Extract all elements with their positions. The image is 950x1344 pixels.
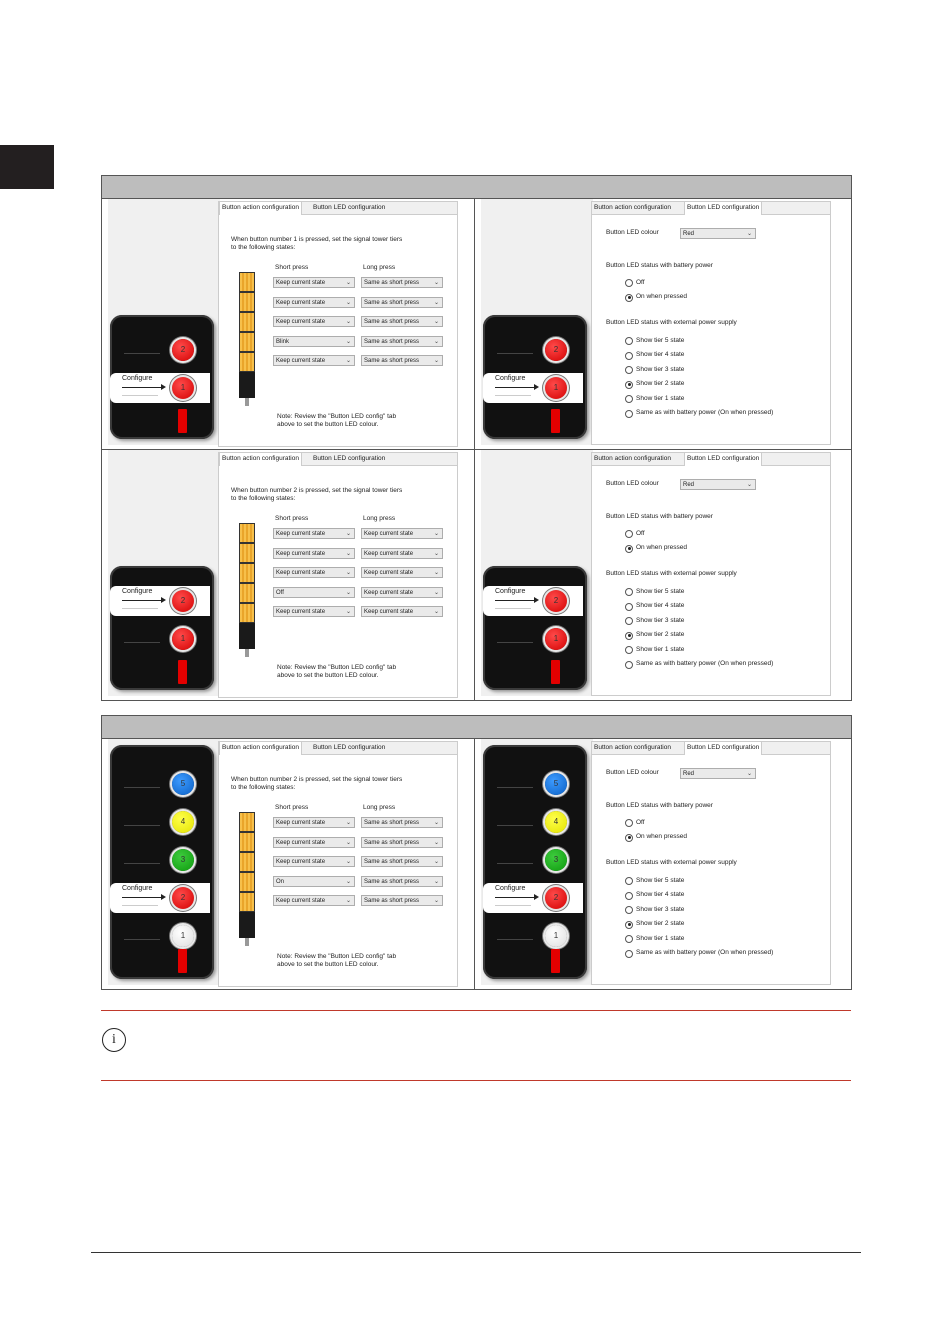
external-option-label: Show tier 3 state [636,905,685,913]
long-press-dropdown[interactable] [361,277,443,288]
dropdown-value: Keep current state [364,589,414,596]
led-button-3[interactable]: 3 [545,849,567,871]
tab-button-led-configuration[interactable]: Button LED configuration [313,744,386,751]
external-option-label: Show tier 1 state [636,394,685,402]
led-button-2[interactable]: 2 [172,887,194,909]
external-option-label: Show tier 1 state [636,934,685,942]
tab-button-action-configuration[interactable]: Button action configuration [219,201,302,215]
chevron-down-icon: ⌄ [345,898,351,904]
external-option-label: Show tier 5 state [636,336,685,344]
action-config-dialog [218,201,458,447]
dropdown-value: Same as short press [364,280,420,286]
led-button-1[interactable]: 1 [172,628,194,650]
tower-tier-5 [239,523,255,543]
tower-tier-2 [239,583,255,603]
external-radio[interactable] [625,877,633,885]
external-radio[interactable] [625,588,633,596]
config-table-five-button [101,715,852,990]
usb-connector [551,409,560,433]
short-press-dropdown[interactable] [273,316,355,327]
divider-line [497,642,533,643]
external-radio[interactable] [625,906,633,914]
dropdown-value: Keep current state [276,898,326,904]
configure-arrow [122,600,164,601]
long-press-dropdown[interactable] [361,316,443,327]
action-config-dialog [218,741,458,987]
dropdown-value: Same as short press [364,338,420,345]
external-option-label: Show tier 2 state [636,920,685,927]
chevron-down-icon: ⌄ [433,589,439,596]
tower-tier-4 [239,292,255,312]
configure-label: Configure [122,375,153,382]
external-option-label: Show tier 4 state [636,891,685,898]
usb-connector [551,660,560,684]
external-option-label: Show tier 1 state [636,645,685,653]
table-row [102,199,851,450]
external-radio[interactable] [625,352,633,360]
dropdown-value: Keep current state [276,358,326,364]
tab-button-led-configuration[interactable]: Button LED configuration [684,452,762,466]
configure-arrow [495,600,537,601]
chevron-down-icon: ⌄ [433,570,439,576]
long-press-dropdown[interactable] [361,336,443,347]
led-config-dialog [591,201,831,445]
external-radio[interactable] [625,935,633,943]
configure-label: Configure [495,885,526,892]
dropdown-value: Same as short press [364,839,420,846]
battery-option-label: On when pressed [636,544,687,551]
configure-underline [495,905,531,906]
short-press-dropdown[interactable] [273,817,355,828]
tower-tier-3 [239,852,255,872]
external-radio[interactable] [625,395,633,403]
dropdown-value: Keep current state [364,570,414,576]
tower-tier-5 [239,812,255,832]
led-button-1[interactable]: 1 [545,377,567,399]
long-press-dropdown[interactable] [361,856,443,867]
dropdown-value: Blink [276,338,290,345]
tower-tier-5 [239,272,255,292]
external-option-label: Show tier 2 state [636,380,685,387]
led-button-3[interactable]: 3 [172,849,194,871]
tab-strip [219,742,457,755]
configure-arrow [495,897,537,898]
tower-tier-1 [239,603,255,623]
battery-option-label: Off [636,529,645,537]
battery-radio[interactable] [625,530,633,538]
external-option-label: Same as with battery power (On when pressed) [636,660,774,667]
tower-base [239,912,255,938]
short-press-header: Short press [275,264,309,271]
info-icon: i [102,1028,126,1052]
note-line-1: Note: Review the "Button LED config" tab [277,413,397,420]
long-press-header: Long press [363,804,396,811]
tab-button-led-configuration[interactable]: Button LED configuration [313,204,386,211]
led-colour-label: Button LED colour [606,229,659,236]
external-radio[interactable] [625,892,633,900]
short-press-dropdown[interactable] [273,837,355,848]
led-colour-label: Button LED colour [606,769,659,776]
short-press-dropdown[interactable] [273,548,355,559]
chevron-down-icon: ⌄ [433,358,439,364]
short-press-dropdown[interactable] [273,277,355,288]
dropdown-value: Keep current state [276,859,326,865]
chevron-down-icon: ⌄ [345,570,351,576]
long-press-dropdown[interactable] [361,587,443,598]
tab-strip [592,202,830,215]
external-option-label: Show tier 5 state [636,587,685,595]
divider-line [497,787,533,788]
tower-tier-2 [239,872,255,892]
usb-connector [178,949,187,973]
tab-button-led-configuration[interactable]: Button LED configuration [684,741,762,755]
config-table-two-button [101,175,852,701]
led-button-1[interactable]: 1 [172,925,194,947]
short-press-header: Short press [275,804,309,811]
battery-status-header: Button LED status with battery power [606,262,713,269]
chevron-down-icon: ⌄ [345,531,351,537]
short-press-header: Short press [275,515,309,522]
battery-status-header: Button LED status with battery power [606,513,713,520]
dropdown-value: Same as short press [364,358,420,364]
dropdown-value: Same as short press [364,859,420,865]
divider-line [124,787,160,788]
chevron-down-icon: ⌄ [433,859,439,865]
led-config-dialog [591,452,831,696]
instruction-line-1: When button number 2 is pressed, set the signal tower tiers [231,776,403,783]
dropdown-value: Keep current state [276,570,326,576]
note-line-1: Note: Review the "Button LED config" tab [277,664,397,671]
divider-line [497,353,533,354]
long-press-dropdown[interactable] [361,876,443,887]
tower-pole [245,938,249,946]
chevron-down-icon: ⌄ [433,898,439,904]
tab-button-action-configuration[interactable]: Button action configuration [594,744,671,751]
short-press-dropdown[interactable] [273,587,355,598]
external-radio[interactable] [625,337,633,345]
footer-rule [91,1252,861,1253]
divider-line [124,863,160,864]
battery-radio[interactable] [625,545,633,553]
battery-option-label: On when pressed [636,293,687,300]
short-press-dropdown[interactable] [273,876,355,887]
usb-connector [551,949,560,973]
table-row [102,450,851,700]
external-radio[interactable] [625,366,633,374]
long-press-header: Long press [363,264,396,271]
chevron-down-icon: ⌄ [345,878,351,885]
led-button-2[interactable]: 2 [172,590,194,612]
divider-line [497,863,533,864]
instruction-line-2: to the following states: [231,784,296,791]
external-status-header: Button LED status with external power supply [606,859,737,866]
battery-radio[interactable] [625,819,633,827]
chevron-down-icon: ⌄ [433,550,439,557]
dropdown-value: Keep current state [276,299,326,306]
button-box-device [110,745,214,979]
battery-option-label: Off [636,278,645,286]
action-config-cell [102,450,475,700]
tower-tier-2 [239,332,255,352]
chevron-down-icon: ⌄ [433,609,439,615]
tower-tier-1 [239,892,255,912]
led-config-cell [475,739,851,989]
tab-strip [592,742,830,755]
chevron-down-icon: ⌄ [345,609,351,615]
chevron-down-icon: ⌄ [746,771,752,777]
led-config-cell [475,199,851,449]
led-button-5[interactable]: 5 [172,773,194,795]
chevron-down-icon: ⌄ [345,319,351,325]
external-status-header: Button LED status with external power supply [606,319,737,326]
long-press-dropdown[interactable] [361,297,443,308]
dropdown-value: Same as short press [364,319,420,325]
battery-radio[interactable] [625,279,633,287]
tab-button-action-configuration[interactable]: Button action configuration [594,455,671,462]
short-press-dropdown[interactable] [273,297,355,308]
action-config-cell [102,199,475,449]
led-config-dialog [591,741,831,985]
tower-pole [245,398,249,406]
table-row [102,739,851,989]
battery-status-header: Button LED status with battery power [606,802,713,809]
usb-connector [178,660,187,684]
configure-arrow [495,387,537,388]
chevron-down-icon: ⌄ [746,231,752,237]
button-box-device [483,566,587,690]
dropdown-value: Same as short press [364,878,420,885]
short-press-dropdown[interactable] [273,567,355,578]
chevron-down-icon: ⌄ [433,820,439,826]
dropdown-value: Keep current state [276,839,326,846]
dropdown-value: Keep current state [276,820,326,826]
dropdown-value: Keep current state [276,319,326,325]
dropdown-value: Off [276,589,284,596]
tower-tier-1 [239,352,255,372]
led-colour-label: Button LED colour [606,480,659,487]
battery-option-label: On when pressed [636,833,687,840]
external-radio[interactable] [625,410,633,418]
tab-button-led-configuration[interactable]: Button LED configuration [313,455,386,462]
external-radio[interactable] [625,646,633,654]
configure-underline [122,905,158,906]
long-press-dropdown[interactable] [361,548,443,559]
short-press-dropdown[interactable] [273,528,355,539]
dropdown-value: Red [683,231,695,237]
long-press-dropdown[interactable] [361,895,443,906]
tab-button-led-configuration[interactable]: Button LED configuration [684,201,762,215]
configure-underline [122,395,158,396]
tab-button-action-configuration[interactable]: Button action configuration [219,741,302,755]
battery-radio[interactable] [625,294,633,302]
chevron-down-icon: ⌄ [433,338,439,345]
chevron-down-icon: ⌄ [345,338,351,345]
note-top-rule [101,1010,851,1011]
chapter-tab-marker [0,145,54,189]
configure-arrow [122,897,164,898]
chevron-down-icon: ⌄ [345,839,351,846]
note-line-2: above to set the button LED colour. [277,421,379,428]
tower-pole [245,649,249,657]
external-radio[interactable] [625,661,633,669]
led-colour-dropdown[interactable] [680,228,756,239]
dropdown-value: Red [683,771,695,777]
led-button-2[interactable]: 2 [172,339,194,361]
chevron-down-icon: ⌄ [433,878,439,885]
long-press-dropdown[interactable] [361,567,443,578]
battery-radio[interactable] [625,834,633,842]
long-press-dropdown[interactable] [361,837,443,848]
external-option-label: Show tier 4 state [636,602,685,609]
long-press-dropdown[interactable] [361,817,443,828]
led-colour-dropdown[interactable] [680,479,756,490]
external-radio[interactable] [625,921,633,929]
tower-tier-4 [239,543,255,563]
configure-underline [495,395,531,396]
external-radio[interactable] [625,632,633,640]
short-press-dropdown[interactable] [273,355,355,366]
tower-tier-4 [239,832,255,852]
configure-label: Configure [122,885,153,892]
instruction-line-1: When button number 1 is pressed, set the signal tower tiers [231,236,403,243]
chevron-down-icon: ⌄ [345,550,351,557]
instruction-line-2: to the following states: [231,244,296,251]
led-config-cell [475,450,851,700]
table-header-bar [102,176,851,199]
external-option-label: Same as with battery power (On when pressed) [636,409,774,416]
configure-underline [495,608,531,609]
dropdown-value: On [276,878,285,885]
divider-line [124,353,160,354]
external-radio[interactable] [625,603,633,611]
button-box-device [110,566,214,690]
long-press-dropdown[interactable] [361,355,443,366]
tab-strip [219,453,457,466]
tab-button-action-configuration[interactable]: Button action configuration [594,204,671,211]
instruction-line-1: When button number 2 is pressed, set the signal tower tiers [231,487,403,494]
external-radio[interactable] [625,617,633,625]
divider-line [124,825,160,826]
external-option-label: Show tier 4 state [636,351,685,358]
chevron-down-icon: ⌄ [433,280,439,286]
dropdown-value: Same as short press [364,820,420,826]
short-press-dropdown[interactable] [273,856,355,867]
led-button-1[interactable]: 1 [172,377,194,399]
short-press-dropdown[interactable] [273,895,355,906]
configure-underline [122,608,158,609]
long-press-header: Long press [363,515,396,522]
dropdown-value: Keep current state [364,550,414,557]
led-button-4[interactable]: 4 [172,811,194,833]
external-option-label: Show tier 3 state [636,616,685,624]
short-press-dropdown[interactable] [273,606,355,617]
external-option-label: Show tier 3 state [636,365,685,373]
divider-line [124,939,160,940]
long-press-dropdown[interactable] [361,528,443,539]
tower-tier-3 [239,563,255,583]
configure-label: Configure [495,375,526,382]
led-button-5[interactable]: 5 [545,773,567,795]
chevron-down-icon: ⌄ [433,299,439,306]
divider-line [124,642,160,643]
note-line-2: above to set the button LED colour. [277,672,379,679]
note-line-2: above to set the button LED colour. [277,961,379,968]
dropdown-value: Keep current state [364,531,414,537]
led-button-1[interactable]: 1 [545,925,567,947]
chevron-down-icon: ⌄ [433,531,439,537]
tab-button-action-configuration[interactable]: Button action configuration [219,452,302,466]
short-press-dropdown[interactable] [273,336,355,347]
dropdown-value: Keep current state [364,609,414,615]
configure-label: Configure [495,588,526,595]
instruction-line-2: to the following states: [231,495,296,502]
dropdown-value: Same as short press [364,898,420,904]
divider-line [497,939,533,940]
note-bottom-rule [101,1080,851,1081]
long-press-dropdown[interactable] [361,606,443,617]
button-box-device [483,745,587,979]
dropdown-value: Keep current state [276,609,326,615]
tower-base [239,623,255,649]
led-button-2[interactable]: 2 [545,590,567,612]
action-config-cell [102,739,475,989]
external-option-label: Same as with battery power (On when pressed) [636,949,774,956]
action-config-dialog [218,452,458,698]
tower-base [239,372,255,398]
led-colour-dropdown[interactable] [680,768,756,779]
dropdown-value: Keep current state [276,531,326,537]
dropdown-value: Red [683,482,695,488]
note-line-1: Note: Review the "Button LED config" tab [277,953,397,960]
dropdown-value: Same as short press [364,299,420,306]
external-status-header: Button LED status with external power supply [606,570,737,577]
led-button-2[interactable]: 2 [545,887,567,909]
chevron-down-icon: ⌄ [345,859,351,865]
dropdown-value: Keep current state [276,280,326,286]
chevron-down-icon: ⌄ [433,319,439,325]
chevron-down-icon: ⌄ [345,820,351,826]
external-option-label: Show tier 5 state [636,876,685,884]
table-header-bar [102,716,851,739]
chevron-down-icon: ⌄ [345,589,351,596]
battery-option-label: Off [636,818,645,826]
divider-line [497,825,533,826]
chevron-down-icon: ⌄ [433,839,439,846]
tower-tier-3 [239,312,255,332]
dropdown-value: Keep current state [276,550,326,557]
configure-label: Configure [122,588,153,595]
tab-strip [219,202,457,215]
usb-connector [178,409,187,433]
external-radio[interactable] [625,950,633,958]
external-option-label: Show tier 2 state [636,631,685,638]
external-radio[interactable] [625,381,633,389]
chevron-down-icon: ⌄ [345,358,351,364]
led-button-1[interactable]: 1 [545,628,567,650]
led-button-4[interactable]: 4 [545,811,567,833]
configure-arrow [122,387,164,388]
chevron-down-icon: ⌄ [746,482,752,488]
led-button-2[interactable]: 2 [545,339,567,361]
chevron-down-icon: ⌄ [345,299,351,306]
tab-strip [592,453,830,466]
chevron-down-icon: ⌄ [345,280,351,286]
